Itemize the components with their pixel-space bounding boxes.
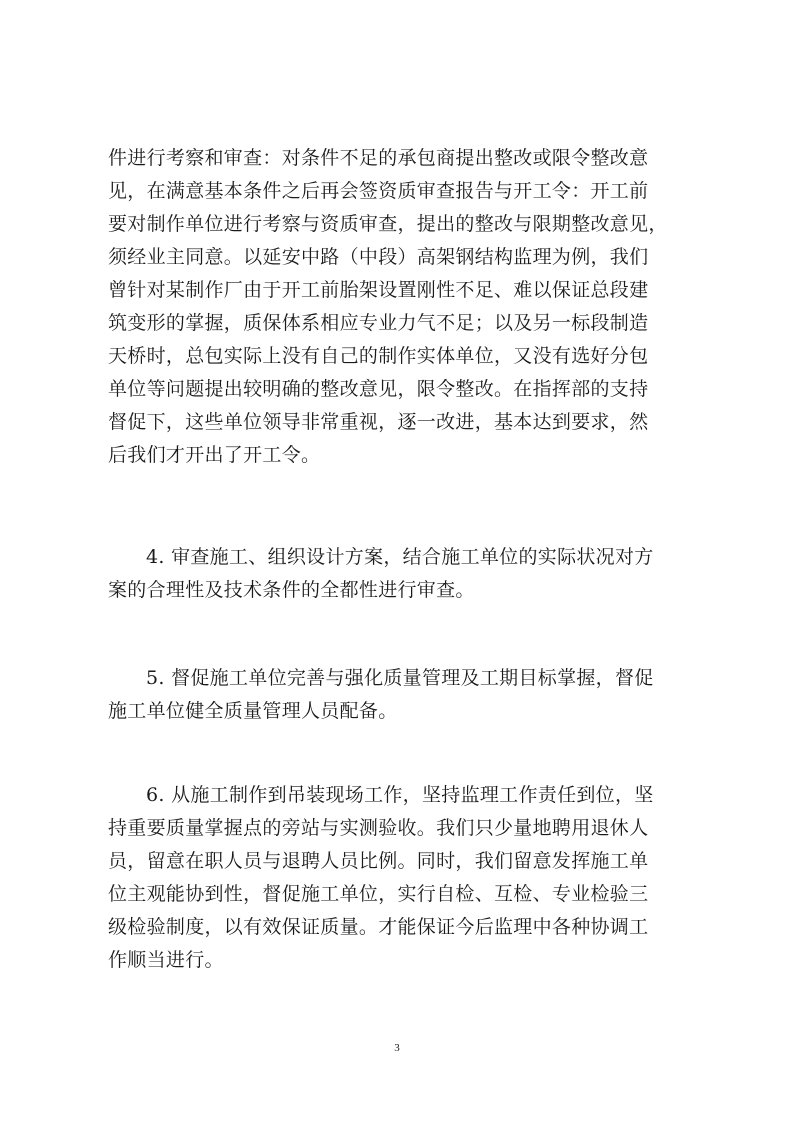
text-line: 后我们才开出了开工令。 [108,444,321,466]
text-line: 曾针对某制作厂由于开工前胎架设置刚性不足、难以保证总段建 [108,279,649,301]
text-line: 天桥时，总包实际上没有自己的制作实体单位，又没有选好分包 [108,345,649,367]
text-line: 件进行考察和审查：对条件不足的承包商提出整改或限令整改意 [108,147,649,169]
page-number: 3 [394,1042,400,1054]
text-line: 位主观能协到性，督促施工单位，实行自检、互检、专业检验三 [108,883,649,905]
text-line: 要对制作单位进行考察与资质审查，提出的整改与限期整改意见， [108,213,668,235]
text-line: 须经业主同意。以延安中路（中段）高架钢结构监理为例，我们 [108,246,649,268]
text-line: 4. 审查施工、组织设计方案，结合施工单位的实际状况对方 [146,546,654,568]
text-line: 作顺当进行。 [108,949,224,971]
text-line: 见，在满意基本条件之后再会签资质审查报告与开工令：开工前 [108,180,649,202]
text-line: 级检验制度，以有效保证质量。才能保证今后监理中各种协调工 [108,916,649,938]
text-line: 筑变形的掌握，质保体系相应专业力气不足；以及另一标段制造 [108,312,649,334]
text-line: 督促下，这些单位领导非常重视，逐一改进，基本达到要求，然 [108,411,649,433]
text-line: 员，留意在职人员与退聘人员比例。同时，我们留意发挥施工单 [108,850,649,872]
text-line: 持重要质量掌握点的旁站与实测验收。我们只少量地聘用退休人 [108,817,649,839]
text-line: 案的合理性及技术条件的全都性进行审查。 [108,579,475,601]
text-line: 5. 督促施工单位完善与强化质量管理及工期目标掌握，督促 [146,667,654,689]
text-line: 施工单位健全质量管理人员配备。 [108,700,398,722]
text-line: 6. 从施工制作到吊装现场工作，坚持监理工作责任到位，坚 [146,784,654,806]
text-line: 单位等问题提出较明确的整改意见，限令整改。在指挥部的支持 [108,378,649,400]
